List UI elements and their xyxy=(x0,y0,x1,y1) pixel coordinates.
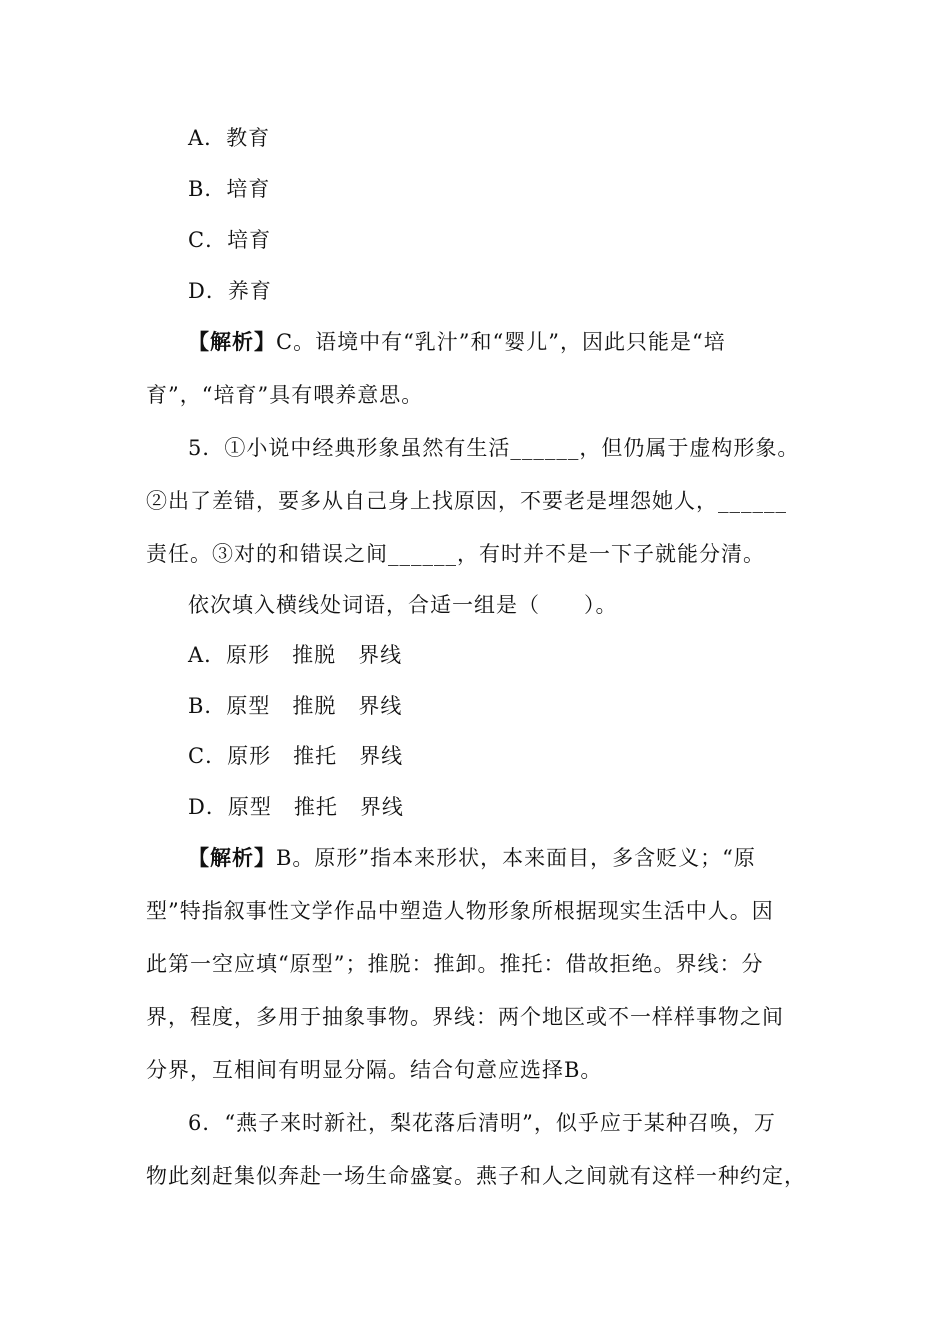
q5-option-d: D．原型 推托 界线 xyxy=(188,795,404,819)
q5-analysis-text-1: B。原形”指本来形状，本来面目，多含贬义；“原 xyxy=(276,846,756,870)
q4-option-c: C．培育 xyxy=(188,228,272,252)
q4-analysis-text-1: C。语境中有“乳汁”和“婴儿”，因此只能是“培 xyxy=(276,330,726,354)
q4-analysis-line-1 xyxy=(188,328,726,356)
q4-option-b: B．培育 xyxy=(188,177,271,201)
q5-analysis-line-4: 界，程度，多用于抽象事物。界线：两个地区或不一样样事物之间 xyxy=(146,1005,784,1029)
q5-stem-line-1: 5．①小说中经典形象虽然有生活______，但仍属于虚构形象。 xyxy=(188,436,800,460)
q4-analysis-tag: 【解析】 xyxy=(188,329,276,354)
q5-analysis-line-2: 型”特指叙事性文学作品中塑造人物形象所根据现实生活中人。因 xyxy=(146,899,774,923)
q5-stem-line-3: 责任。③对的和错误之间______，有时并不是一下子就能分清。 xyxy=(146,542,765,566)
q5-analysis-line-3: 此第一空应填“原型”；推脱：推卸。推托：借故拒绝。界线：分 xyxy=(146,952,764,976)
q5-analysis-line-1 xyxy=(188,844,756,872)
q5-option-c: C．原形 推托 界线 xyxy=(188,744,404,768)
q6-stem-line-2: 物此刻赶集似奔赴一场生命盛宴。燕子和人之间就有这样一种约定， xyxy=(146,1164,806,1188)
q4-option-d: D．养育 xyxy=(188,279,272,303)
q6-stem-line-1: 6．“燕子来时新社，梨花落后清明”，似乎应于某种召唤，万 xyxy=(188,1111,776,1135)
q4-option-a: A．教育 xyxy=(188,126,271,150)
q4-analysis-line-2: 育”，“培育”具有喂养意思。 xyxy=(146,383,424,407)
q5-analysis-tag: 【解析】 xyxy=(188,845,276,870)
q5-stem-line-2: ②出了差错，要多从自己身上找原因，不要老是埋怨她人，______ xyxy=(146,489,787,513)
q5-analysis-line-5: 分界，互相间有明显分隔。结合句意应选择B。 xyxy=(146,1058,603,1082)
q5-prompt: 依次填入横线处词语，合适一组是（ ）。 xyxy=(188,593,618,617)
q5-option-a: A．原形 推脱 界线 xyxy=(188,643,403,667)
q5-option-b: B．原型 推脱 界线 xyxy=(188,694,403,718)
